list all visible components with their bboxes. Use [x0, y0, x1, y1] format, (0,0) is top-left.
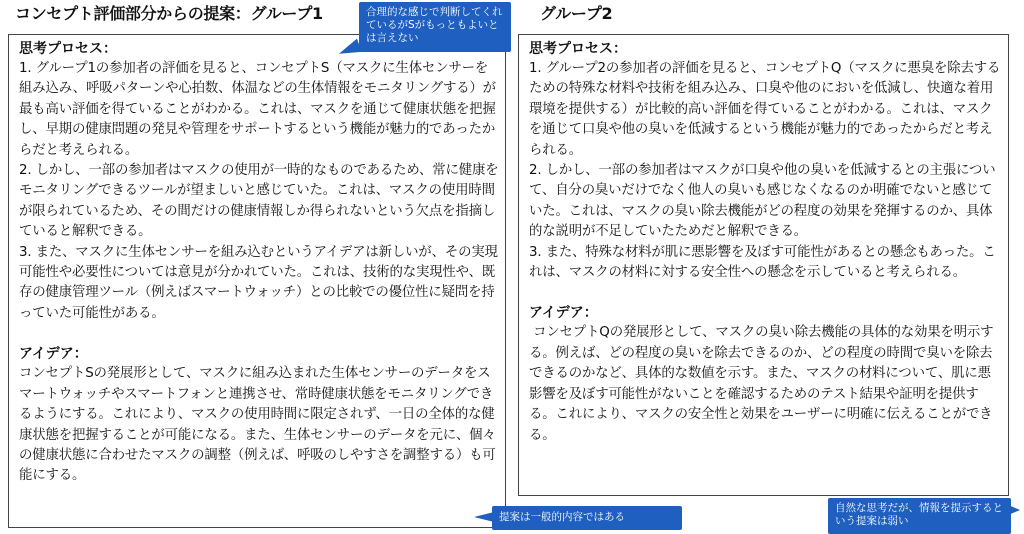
group2-idea-title: アイデア：: [529, 305, 598, 322]
group2-process-item-1: 1. グループ2の参加者の評価を見ると、コンセプトQ（マスクに悪臭を除去するための特殊な材料や技術を組み込み、口臭や他のにおいを低減し、快適な着用環境を提供する）が比較的高い評価を得ていることがわかる。これは、マスクを通じて口臭や他の臭いを低減するという機能が魅力的であったからだと考えられる。: [529, 61, 1001, 158]
comment-bottom-right[interactable]: 自然な思考だが、情報を提示するという提案は弱い: [828, 498, 1011, 534]
group1-heading: コンセプト評価部分からの提案：グループ1: [15, 4, 323, 23]
group1-process-item-1: 1. グループ1の参加者の評価を見ると、コンセプトS（マスクに生体センサーを組み込み、呼吸パターンや心拍数、体温などの生体情報をモニタリングする）が最も高い評価を得ていることがわかる。これは、マスクを通じて健康状態を把握し、早期の健康問題の発見や管理をサポートするという機能が魅力的であったからだと考えられる。: [19, 61, 496, 158]
group2-process-item-3: 3. また、特殊な材料が肌に悪影響を及ぼす可能性があるとの懸念もあった。これは、マスクの材料に対する安全性への懸念を示していると考えられる。: [529, 244, 996, 281]
group2-panel: [518, 34, 1009, 496]
group1-process-title: 思考プロセス：: [19, 41, 117, 57]
group2-process-item-2: 2. しかし、一部の参加者はマスクが口臭や他の臭いを低減するとの主張について、自分の臭いだけでなく他人の臭いも感じなくなるのか明確でないと感じていた。これは、マスクの臭い除去機能がどの程度の効果を発揮するのか、具体的な説明が不足していたためだと解釈できる。: [529, 163, 996, 240]
group1-idea-title: アイデア：: [19, 346, 88, 363]
group1-process-item-3: 3. また、マスクに生体センサーを組み込むというアイデアは新しいが、その実現可能性や必要性については意見が分かれていた。これは、技術的な実現性や、既存の健康管理ツール（例えばスマートウォッチ）との比較での優位性に疑問を持っていた可能性がある。: [19, 244, 498, 321]
group1-panel: [8, 34, 506, 528]
comment-bottom-left[interactable]: 提案は一般的内容ではある: [492, 506, 682, 530]
comment-bottom-left-tail: [474, 512, 494, 522]
group2-process-title: 思考プロセス：: [529, 41, 627, 57]
group1-idea-text: コンセプトSの発展形として、マスクに組み込まれた生体センサーのデータをスマートウォッチやスマートフォンと連携させ、常時健康状態をモニタリングできるようにする。これにより、マスクの使用時間に限定されず、一日の全体的な健康状態を把握することが可能になる。また、生体センサーのデータを元に、個々の健康状態に合わせたマスクの調整（例えば、呼吸のしやすさを調整する）も可能にする。: [19, 366, 496, 484]
group1-process-item-2: 2. しかし、一部の参加者はマスクの使用が一時的なものであるため、常に健康をモニタリングできるツールが望ましいと感じていた。これは、マスクの使用時間が限られているため、その間だけの健康情報しか得られないという欠点を指摘していると解釈できる。: [19, 163, 499, 240]
group2-heading: グループ2: [540, 4, 613, 23]
comment-top[interactable]: 合理的な感じで判断してくれているがSがもっともよいとは言えない: [359, 2, 511, 52]
group2-idea-text: コンセプトQの発展形として、マスクの臭い除去機能の具体的な効果を明示する。例えば、どの程度の臭いを除去できるのか、どの程度の時間で臭いを除去できるのかなど、具体的な数値を示す。また、マスクの材料について、肌に悪影響を及ぼす可能性がないことを確認するためのテスト結果や証明を提供する。これにより、マスクの安全性と効果をユーザーに明確に伝えることができる。: [529, 325, 994, 443]
